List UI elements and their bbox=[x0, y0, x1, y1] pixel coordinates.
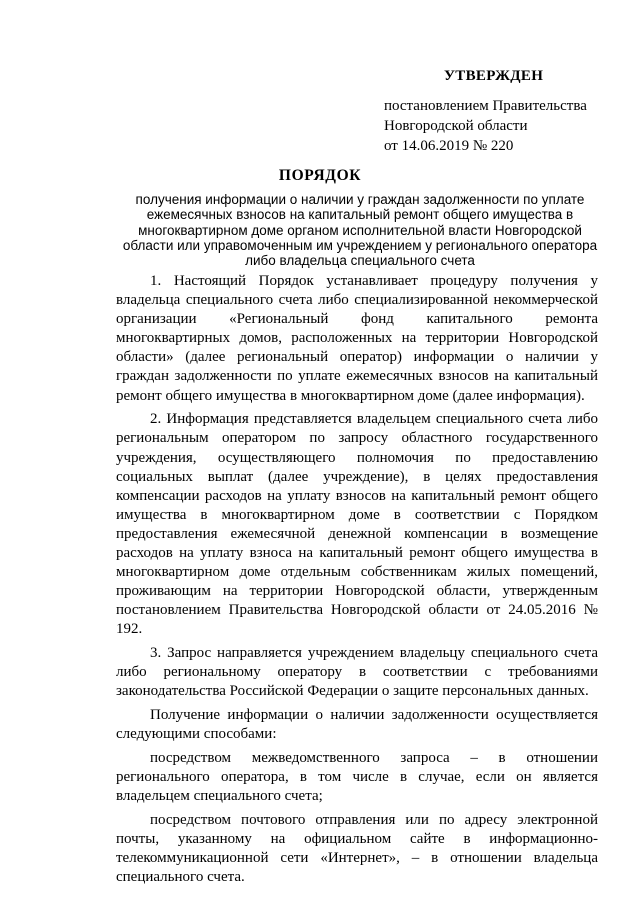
approval-block bbox=[384, 66, 587, 156]
paragraph: посредством межведомственного запроса – в отношении регионального оператора, в том числе в случае, если он является владельцем специального счета; bbox=[116, 750, 598, 805]
document-title: ПОРЯДОК bbox=[278, 167, 362, 184]
document-body bbox=[116, 272, 598, 892]
paragraph: 1. Настоящий Порядок устанавливает процедуру получения у владельца специального счета либо специализированной некоммерческой организации «Региональный фонд капитального ремонта многоквартирных домов, расположенных на территории Новгородской области» (далее региональный оператор) информации о наличии у граждан задолженности по уплате ежемесячных взносов на капитальный ремонт общего имущества в многоквартирном доме (далее информация). bbox=[116, 273, 598, 404]
paragraph: посредством почтового отправления или по адресу электронной почты, указанному на официальном сайте в информационно-телекоммуникационной сети «Интернет», – в отношении владельца специального счета. bbox=[116, 811, 598, 886]
approval-line: от 14.06.2019 № 220 bbox=[384, 138, 514, 154]
paragraph: 3. Запрос направляется учреждением владельцу специального счета либо региональному оператору в соответствии с требованиями законодательства Российской Федерации о защите персональных данных. bbox=[116, 645, 598, 700]
document-subtitle: получения информации о наличии у граждан задолженности по уплате ежемесячных взносов на капитальный ремонт общего имущества в многоквартирном доме органом исполнительной власти Новгородской области или управомоченным им учреждением у регионального оператора либо владельца специального счета bbox=[122, 192, 598, 269]
approval-heading: УТВЕРЖДЕН bbox=[444, 68, 544, 84]
paragraph: 2. Информация представляется владельцем специального счета либо региональным оператором по запросу областного государственного учреждения, осуществляющего полномочия по предоставлению социальных выплат (далее учреждение), в целях предоставления компенсации расходов на уплату взносов на капитальный ремонт общего имущества в многоквартирном доме в соответствии с Порядком предоставления ежемесячной денежной компенсации в возмещение расходов на уплату взноса на капитальный ремонт общего имущества в многоквартирном доме отдельным собственникам жилых помещений, проживающим на территории Новгородской области, утвержденным постановлением Правительства Новгородской области от 24.05.2016 № 192. bbox=[116, 411, 598, 638]
approval-line: постановлением Правительства bbox=[384, 98, 587, 114]
paragraph: Получение информации о наличии задолженности осуществляется следующими способами: bbox=[116, 707, 598, 743]
approval-line: Новгородской области bbox=[384, 118, 528, 134]
